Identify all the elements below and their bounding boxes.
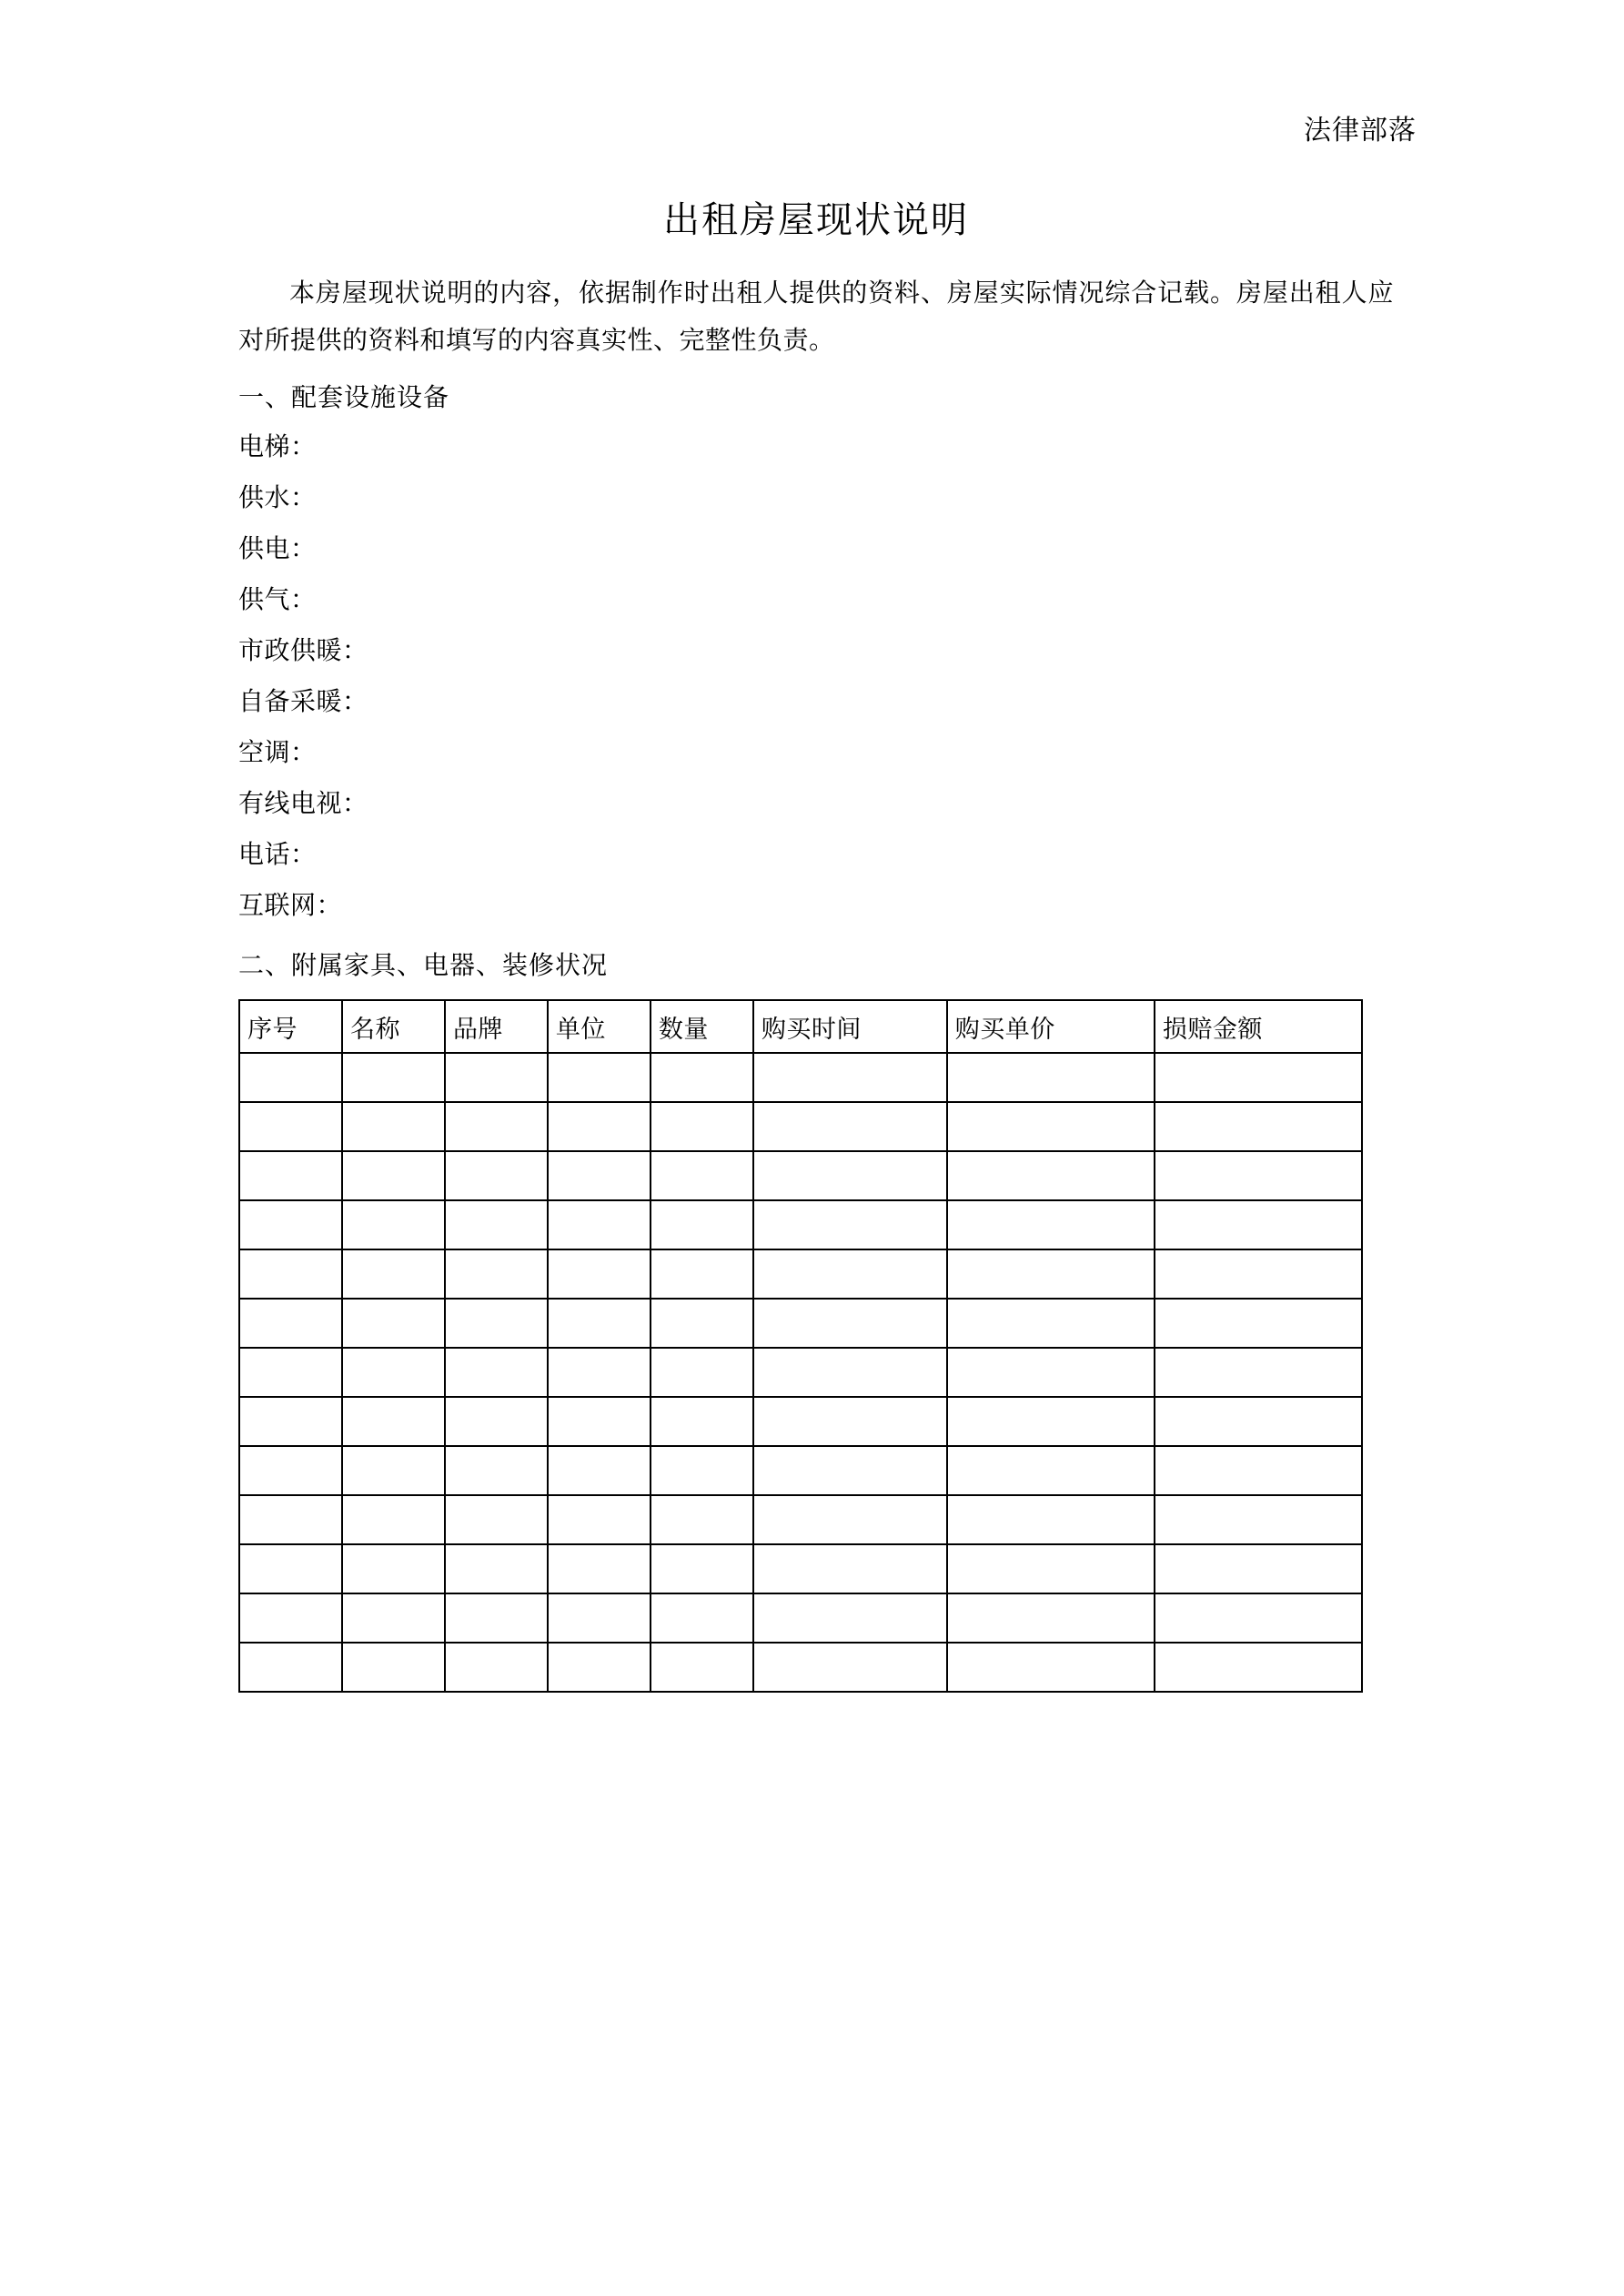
table-header-name: 名称	[342, 1000, 445, 1053]
table-cell[interactable]	[445, 1249, 548, 1299]
table-cell[interactable]	[651, 1299, 753, 1348]
table-cell[interactable]	[753, 1643, 947, 1692]
table-row	[239, 1593, 1362, 1643]
table-row	[239, 1495, 1362, 1544]
table-cell[interactable]	[445, 1348, 548, 1397]
table-cell[interactable]	[651, 1643, 753, 1692]
table-cell[interactable]	[445, 1544, 548, 1593]
table-cell[interactable]	[753, 1299, 947, 1348]
intro-paragraph: 本房屋现状说明的内容，依据制作时出租人提供的资料、房屋实际情况综合记载。房屋出租人应对所提供的资料和填写的内容真实性、完整性负责。	[238, 279, 1394, 355]
table-cell[interactable]	[947, 1053, 1155, 1102]
table-cell[interactable]	[651, 1348, 753, 1397]
table-cell[interactable]	[947, 1495, 1155, 1544]
facility-field-water: 供水：	[238, 483, 317, 512]
facility-field-internet: 互联网：	[238, 891, 343, 920]
table-cell[interactable]	[548, 1397, 651, 1446]
facility-field-air-conditioner: 空调：	[238, 738, 317, 767]
table-cell[interactable]	[1155, 1495, 1362, 1544]
table-body	[239, 1053, 1362, 1692]
table-cell[interactable]	[947, 1102, 1155, 1151]
table-header-brand: 品牌	[445, 1000, 548, 1053]
table-cell[interactable]	[445, 1102, 548, 1151]
table-cell[interactable]	[753, 1544, 947, 1593]
table-row	[239, 1544, 1362, 1593]
table-cell[interactable]	[947, 1151, 1155, 1200]
table-cell[interactable]	[753, 1151, 947, 1200]
table-cell[interactable]	[651, 1397, 753, 1446]
table-cell[interactable]	[753, 1249, 947, 1299]
table-cell[interactable]	[1155, 1249, 1362, 1299]
table-cell[interactable]	[239, 1643, 342, 1692]
table-cell[interactable]	[753, 1348, 947, 1397]
table-cell[interactable]	[947, 1299, 1155, 1348]
facility-field-self-heating: 自备采暖：	[238, 687, 368, 716]
table-cell[interactable]	[947, 1249, 1155, 1299]
section-heading-facilities: 一、配套设施设备	[238, 383, 450, 412]
table-cell[interactable]	[947, 1446, 1155, 1495]
table-cell[interactable]	[548, 1299, 651, 1348]
table-cell[interactable]	[947, 1593, 1155, 1643]
table-cell[interactable]	[947, 1397, 1155, 1446]
table-cell[interactable]	[1155, 1643, 1362, 1692]
table-header-purchase-date: 购买时间	[753, 1000, 947, 1053]
table-cell[interactable]	[947, 1643, 1155, 1692]
table-header-damage-amount: 损赔金额	[1155, 1000, 1362, 1053]
table-cell[interactable]	[342, 1593, 445, 1643]
table-cell[interactable]	[239, 1249, 342, 1299]
table-cell[interactable]	[1155, 1544, 1362, 1593]
document-body	[238, 191, 1394, 1693]
table-cell[interactable]	[445, 1495, 548, 1544]
table-row	[239, 1249, 1362, 1299]
table-cell[interactable]	[753, 1200, 947, 1249]
table-cell[interactable]	[548, 1348, 651, 1397]
table-cell[interactable]	[445, 1299, 548, 1348]
table-cell[interactable]	[753, 1593, 947, 1643]
table-cell[interactable]	[651, 1593, 753, 1643]
table-cell[interactable]	[342, 1299, 445, 1348]
table-row	[239, 1348, 1362, 1397]
table-cell[interactable]	[342, 1397, 445, 1446]
table-row	[239, 1200, 1362, 1249]
table-cell[interactable]	[548, 1544, 651, 1593]
table-cell[interactable]	[342, 1200, 445, 1249]
table-cell[interactable]	[947, 1348, 1155, 1397]
table-cell[interactable]	[445, 1643, 548, 1692]
table-cell[interactable]	[239, 1151, 342, 1200]
table-row	[239, 1397, 1362, 1446]
table-cell[interactable]	[342, 1495, 445, 1544]
table-cell[interactable]	[753, 1053, 947, 1102]
table-cell[interactable]	[239, 1495, 342, 1544]
table-cell[interactable]	[651, 1102, 753, 1151]
table-cell[interactable]	[1155, 1348, 1362, 1397]
table-cell[interactable]	[445, 1200, 548, 1249]
table-cell[interactable]	[753, 1102, 947, 1151]
table-cell[interactable]	[548, 1643, 651, 1692]
table-cell[interactable]	[651, 1495, 753, 1544]
facility-field-telephone: 电话：	[238, 840, 317, 869]
table-cell[interactable]	[1155, 1151, 1362, 1200]
table-cell[interactable]	[342, 1151, 445, 1200]
table-cell[interactable]	[1155, 1397, 1362, 1446]
table-cell[interactable]	[548, 1495, 651, 1544]
section-heading-furniture: 二、附属家具、电器、装修状况	[238, 951, 609, 980]
table-cell[interactable]	[239, 1299, 342, 1348]
table-cell[interactable]	[1155, 1102, 1362, 1151]
table-cell[interactable]	[548, 1102, 651, 1151]
table-cell[interactable]	[239, 1348, 342, 1397]
table-cell[interactable]	[239, 1593, 342, 1643]
table-cell[interactable]	[651, 1053, 753, 1102]
table-cell[interactable]	[548, 1446, 651, 1495]
table-row	[239, 1053, 1362, 1102]
table-cell[interactable]	[239, 1053, 342, 1102]
table-cell[interactable]	[1155, 1446, 1362, 1495]
table-cell[interactable]	[342, 1249, 445, 1299]
table-cell[interactable]	[342, 1446, 445, 1495]
table-cell[interactable]	[239, 1544, 342, 1593]
table-row	[239, 1643, 1362, 1692]
table-header-unit-price: 购买单价	[947, 1000, 1155, 1053]
table-cell[interactable]	[239, 1446, 342, 1495]
table-cell[interactable]	[947, 1544, 1155, 1593]
table-cell[interactable]	[548, 1593, 651, 1643]
table-cell[interactable]	[239, 1102, 342, 1151]
table-cell[interactable]	[651, 1544, 753, 1593]
table-cell[interactable]	[1155, 1593, 1362, 1643]
table-cell[interactable]	[342, 1102, 445, 1151]
page-title: 出租房屋现状说明	[663, 199, 969, 240]
table-cell[interactable]	[548, 1053, 651, 1102]
table-cell[interactable]	[548, 1200, 651, 1249]
table-cell[interactable]	[548, 1151, 651, 1200]
table-header-row	[239, 1000, 1362, 1053]
table-cell[interactable]	[445, 1151, 548, 1200]
table-header-quantity: 数量	[651, 1000, 753, 1053]
table-row	[239, 1446, 1362, 1495]
table-cell[interactable]	[651, 1249, 753, 1299]
table-cell[interactable]	[445, 1593, 548, 1643]
table-cell[interactable]	[651, 1200, 753, 1249]
table-cell[interactable]	[239, 1397, 342, 1446]
table-cell[interactable]	[342, 1348, 445, 1397]
table-cell[interactable]	[753, 1495, 947, 1544]
table-cell[interactable]	[753, 1397, 947, 1446]
facility-field-gas: 供气：	[238, 585, 317, 614]
facility-field-list	[238, 422, 1394, 932]
table-cell[interactable]	[548, 1249, 651, 1299]
facility-field-electricity: 供电：	[238, 534, 317, 563]
page-header-label: 法律部落	[1304, 116, 1417, 146]
table-cell[interactable]	[1155, 1200, 1362, 1249]
table-cell[interactable]	[651, 1446, 753, 1495]
table-header-unit: 单位	[548, 1000, 651, 1053]
table-cell[interactable]	[1155, 1053, 1362, 1102]
table-cell[interactable]	[445, 1053, 548, 1102]
table-row	[239, 1151, 1362, 1200]
table-header-index: 序号	[239, 1000, 342, 1053]
table-cell[interactable]	[342, 1053, 445, 1102]
table-cell[interactable]	[445, 1446, 548, 1495]
table-row	[239, 1102, 1362, 1151]
table-cell[interactable]	[1155, 1299, 1362, 1348]
table-cell[interactable]	[239, 1200, 342, 1249]
facility-field-municipal-heating: 市政供暖：	[238, 636, 368, 665]
facility-field-cable-tv: 有线电视：	[238, 789, 368, 818]
table-cell[interactable]	[445, 1397, 548, 1446]
table-cell[interactable]	[342, 1544, 445, 1593]
table-cell[interactable]	[651, 1151, 753, 1200]
table-cell[interactable]	[753, 1446, 947, 1495]
table-row	[239, 1299, 1362, 1348]
table-cell[interactable]	[947, 1200, 1155, 1249]
table-cell[interactable]	[342, 1643, 445, 1692]
furniture-inventory-table	[238, 999, 1363, 1693]
facility-field-elevator: 电梯：	[238, 432, 317, 461]
